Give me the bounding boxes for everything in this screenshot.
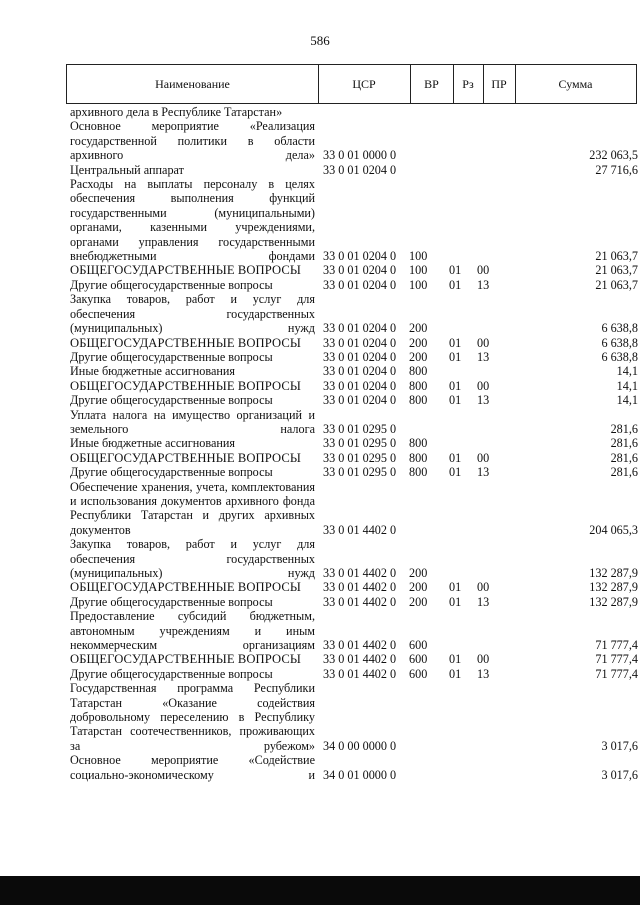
row-vr: 600 <box>409 652 428 667</box>
row-name: ОБЩЕГОСУДАРСТВЕННЫЕ ВОПРОСЫ <box>70 652 301 667</box>
row-sum: 21 063,7 <box>595 263 638 278</box>
table-row <box>70 336 640 350</box>
row-csr: 33 0 01 4402 0 <box>323 566 397 580</box>
header-pr: ПР <box>491 77 507 91</box>
row-vr: 800 <box>409 465 428 480</box>
row-name: Государственная программа Республики Татарстан «Оказание содействия добровольному переселению в Республику Татарстан соотечественников, проживающих за рубежом» <box>70 681 315 753</box>
page-number: 586 <box>310 33 330 48</box>
row-name: ОБЩЕГОСУДАРСТВЕННЫЕ ВОПРОСЫ <box>70 580 301 595</box>
table-row <box>70 350 640 364</box>
row-sum: 3 017,6 <box>601 767 638 782</box>
row-name: ОБЩЕГОСУДАРСТВЕННЫЕ ВОПРОСЫ <box>70 335 301 350</box>
table-row <box>70 364 640 378</box>
row-vr: 800 <box>409 450 428 465</box>
row-name: ОБЩЕГОСУДАРСТВЕННЫЕ ВОПРОСЫ <box>70 450 301 465</box>
row-name: Другие общегосударственные вопросы <box>70 393 273 408</box>
row-name: Расходы на выплаты персоналу в целях обеспечения выполнения функций государственными (муниципальными) органами, казенными учреждениями, органами управления государственными внебюджетными фондами <box>70 177 315 264</box>
table-row <box>70 537 640 580</box>
row-sum: 6 638,8 <box>601 335 638 350</box>
row-sum: 3 017,6 <box>601 738 638 753</box>
row-csr: 33 0 01 4402 0 <box>323 594 397 609</box>
table-row <box>70 119 640 162</box>
table-row <box>70 580 640 594</box>
row-name: Центральный аппарат <box>70 162 184 177</box>
row-name: Другие общегосударственные вопросы <box>70 349 273 364</box>
row-name: ОБЩЕГОСУДАРСТВЕННЫЕ ВОПРОСЫ <box>70 263 301 278</box>
row-csr: 33 0 01 4402 0 <box>323 580 397 595</box>
header-name: Наименование <box>155 77 230 91</box>
table-row <box>70 652 640 666</box>
header-sum: Сумма <box>558 77 593 91</box>
row-pr: 13 <box>477 465 490 480</box>
row-rz: 01 <box>449 594 462 609</box>
row-name: Другие общегосударственные вопросы <box>70 666 273 681</box>
row-sum: 21 063,7 <box>595 249 638 264</box>
row-vr: 600 <box>409 638 428 653</box>
row-sum: 6 638,8 <box>601 349 638 364</box>
row-name: Другие общегосударственные вопросы <box>70 465 273 480</box>
row-sum: 281,6 <box>610 450 638 465</box>
row-csr: 33 0 01 4402 0 <box>323 522 397 537</box>
table-header <box>66 64 637 104</box>
table-row <box>70 609 640 652</box>
row-csr: 33 0 01 0204 0 <box>323 349 397 364</box>
row-csr: 33 0 01 4402 0 <box>323 666 397 681</box>
row-sum: 132 287,9 <box>589 594 638 609</box>
row-vr: 100 <box>409 277 428 292</box>
row-name: Другие общегосударственные вопросы <box>70 277 273 292</box>
row-csr: 33 0 01 0295 0 <box>323 436 397 451</box>
row-csr: 34 0 01 0000 0 <box>323 767 397 782</box>
table-row <box>70 465 640 479</box>
row-csr: 33 0 01 4402 0 <box>323 652 397 667</box>
row-csr: 33 0 01 0204 0 <box>323 378 397 393</box>
row-sum: 6 638,8 <box>601 321 638 336</box>
row-name: Закупка товаров, работ и услуг для обеспечения государственных (муниципальных) нужд <box>70 537 315 580</box>
row-vr: 200 <box>409 335 428 350</box>
table-row <box>70 451 640 465</box>
row-csr: 33 0 01 0204 0 <box>323 162 397 177</box>
row-csr: 33 0 01 0204 0 <box>323 263 397 278</box>
table-row <box>70 105 640 119</box>
table-row <box>70 263 640 277</box>
table-row <box>70 163 640 177</box>
row-sum: 14,1 <box>616 364 638 379</box>
row-name: архивного дела в Республике Татарстан» <box>70 105 283 119</box>
row-vr: 200 <box>409 580 428 595</box>
row-pr: 13 <box>477 393 490 408</box>
row-csr: 33 0 01 0204 0 <box>323 335 397 350</box>
row-sum: 21 063,7 <box>595 277 638 292</box>
row-rz: 01 <box>449 378 462 393</box>
row-sum: 281,6 <box>610 465 638 480</box>
table-row <box>70 681 640 753</box>
table-row <box>70 408 640 437</box>
row-vr: 800 <box>409 378 428 393</box>
row-rz: 01 <box>449 263 462 278</box>
row-name: Иные бюджетные ассигнования <box>70 436 236 451</box>
row-name: Предоставление субсидий бюджетным, автономным учреждениям и иным некоммерческим организациям <box>70 609 315 653</box>
row-sum: 14,1 <box>616 393 638 408</box>
row-sum: 14,1 <box>616 378 638 393</box>
row-vr: 100 <box>409 263 428 278</box>
table-body <box>70 105 640 782</box>
row-name: Другие общегосударственные вопросы <box>70 594 273 609</box>
row-rz: 01 <box>449 349 462 364</box>
row-csr: 33 0 01 0204 0 <box>323 364 397 379</box>
row-name: Основное мероприятие «Реализация государственной политики в области архивного дела» <box>70 119 315 163</box>
row-csr: 33 0 01 0204 0 <box>323 249 397 264</box>
row-csr: 33 0 01 4402 0 <box>323 638 397 653</box>
row-rz: 01 <box>449 580 462 595</box>
table-row <box>70 292 640 335</box>
row-pr: 00 <box>477 263 490 278</box>
row-pr: 00 <box>477 335 490 350</box>
row-pr: 00 <box>477 580 490 595</box>
row-rz: 01 <box>449 450 462 465</box>
row-vr: 800 <box>409 393 428 408</box>
row-rz: 01 <box>449 652 462 667</box>
row-name: ОБЩЕГОСУДАРСТВЕННЫЕ ВОПРОСЫ <box>70 378 301 393</box>
row-csr: 33 0 01 0204 0 <box>323 393 397 408</box>
row-name: Уплата налога на имущество организаций и земельного налога <box>70 407 315 436</box>
row-csr: 34 0 00 0000 0 <box>323 738 397 753</box>
row-csr: 33 0 01 0000 0 <box>323 148 397 163</box>
row-rz: 01 <box>449 465 462 480</box>
row-pr: 00 <box>477 450 490 465</box>
row-vr: 100 <box>409 249 428 264</box>
row-vr: 600 <box>409 666 428 681</box>
row-sum: 232 063,5 <box>589 148 638 163</box>
row-vr: 200 <box>409 321 428 336</box>
row-sum: 27 716,6 <box>595 162 638 177</box>
row-vr: 200 <box>409 594 428 609</box>
row-sum: 71 777,4 <box>595 652 638 667</box>
header-csr: ЦСР <box>352 77 376 91</box>
row-rz: 01 <box>449 277 462 292</box>
table-row <box>70 753 640 782</box>
table-row <box>70 436 640 450</box>
table-row <box>70 379 640 393</box>
scan-border <box>0 876 640 905</box>
row-rz: 01 <box>449 393 462 408</box>
row-pr: 00 <box>477 378 490 393</box>
header-vr: ВР <box>424 77 439 91</box>
row-pr: 00 <box>477 652 490 667</box>
row-vr: 800 <box>409 436 428 451</box>
row-csr: 33 0 01 0204 0 <box>323 321 397 336</box>
row-csr: 33 0 01 0295 0 <box>323 421 397 436</box>
row-sum: 132 287,9 <box>589 580 638 595</box>
row-csr: 33 0 01 0204 0 <box>323 277 397 292</box>
row-pr: 13 <box>477 349 490 364</box>
table-row <box>70 480 640 538</box>
row-sum: 281,6 <box>610 421 638 436</box>
table-row <box>70 393 640 407</box>
table-row <box>70 177 640 263</box>
row-vr: 200 <box>409 349 428 364</box>
row-rz: 01 <box>449 335 462 350</box>
table-row <box>70 278 640 292</box>
header-rz: Рз <box>462 77 474 91</box>
row-csr: 33 0 01 0295 0 <box>323 450 397 465</box>
row-vr: 800 <box>409 364 428 379</box>
row-vr: 200 <box>409 566 428 580</box>
row-name: Иные бюджетные ассигнования <box>70 364 236 379</box>
row-name: Обеспечение хранения, учета, комплектования и использования документов архивного фонда Республики Татарстан и других архивных документов <box>70 479 315 537</box>
row-pr: 13 <box>477 666 490 681</box>
row-sum: 71 777,4 <box>595 666 638 681</box>
row-sum: 132 287,9 <box>589 566 638 580</box>
row-sum: 204 065,3 <box>589 522 638 537</box>
row-sum: 281,6 <box>610 436 638 451</box>
table-row <box>70 667 640 681</box>
row-csr: 33 0 01 0295 0 <box>323 465 397 480</box>
row-pr: 13 <box>477 277 490 292</box>
row-rz: 01 <box>449 666 462 681</box>
row-name: Основное мероприятие «Содействие социально-экономическому и <box>70 753 315 782</box>
table-row <box>70 595 640 609</box>
row-sum: 71 777,4 <box>595 638 638 653</box>
row-pr: 13 <box>477 594 490 609</box>
row-name: Закупка товаров, работ и услуг для обеспечения государственных (муниципальных) нужд <box>70 292 315 336</box>
